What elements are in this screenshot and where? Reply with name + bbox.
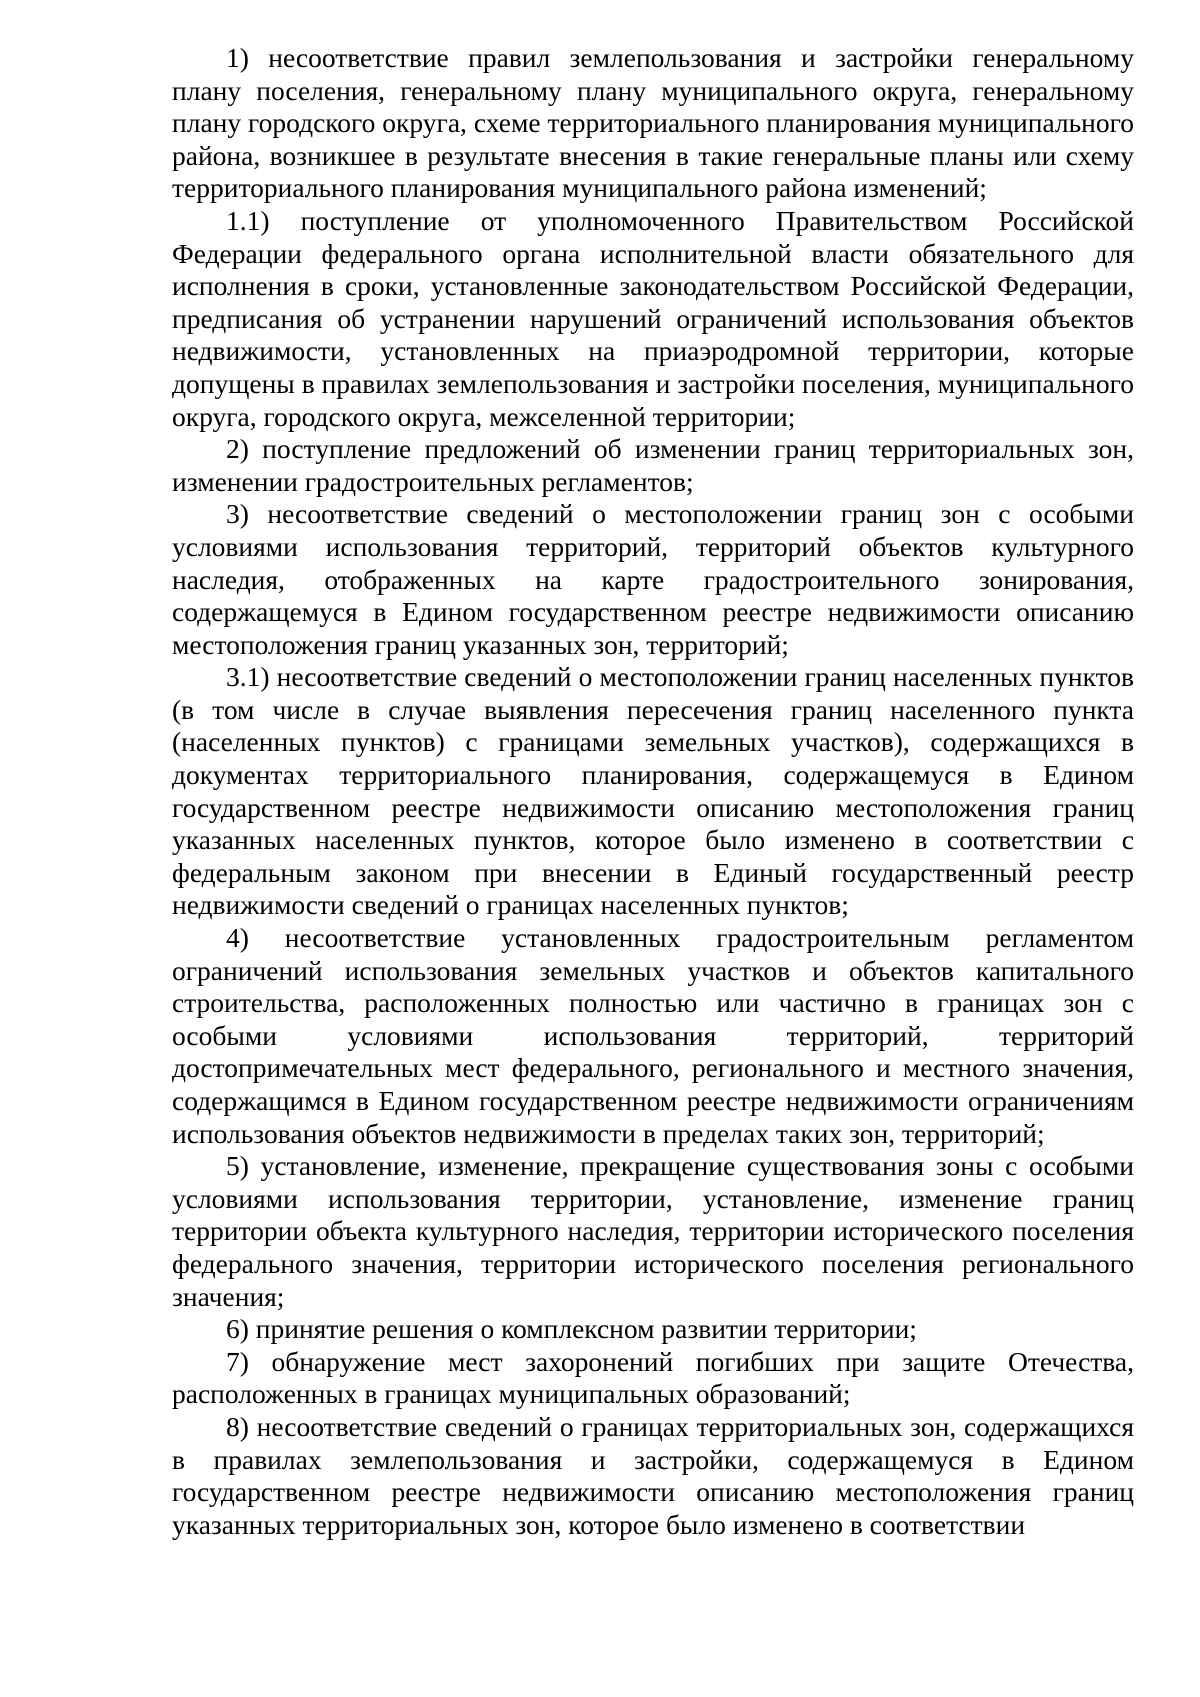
document-page <box>172 42 1134 1541</box>
paragraph-item-8: 8) несоответствие сведений о границах территориальных зон, содержащихся в правилах землепользования и застройки, содержащемуся в Едином государственном реестре недвижимости описанию местоположения границ указанных территориальных зон, которое было изменено в соответствии <box>172 1410 1134 1540</box>
paragraph-item-1-1: 1.1) поступление от уполномоченного Правительством Российской Федерации федерального органа исполнительной власти обязательного для исполнения в сроки, установленные законодательством Российской Федерации, предписания об устранении нарушений ограничений использования объектов недвижимости, установленных на приаэродромной территории, которые допущены в правилах землепользования и застройки поселения, муниципального округа, городского округа, межселенной территории; <box>172 204 1134 432</box>
paragraph-item-3: 3) несоответствие сведений о местоположении границ зон с особыми условиями использования территорий, территорий объектов культурного наследия, отображенных на карте градостроительного зонирования, содержащемуся в Едином государственном реестре недвижимости описанию местоположения границ указанных зон, территорий; <box>172 498 1134 660</box>
paragraph-item-3-1: 3.1) несоответствие сведений о местоположении границ населенных пунктов (в том числе в случае выявления пересечения границ населенного пункта (населенных пунктов) с границами земельных участков), содержащихся в документах территориального планирования, содержащемуся в Едином государственном реестре недвижимости описанию местоположения границ указанных населенных пунктов, которое было изменено в соответствии с федеральным законом при внесении в Единый государственный реестр недвижимости сведений о границах населенных пунктов; <box>172 661 1134 921</box>
paragraph-item-5: 5) установление, изменение, прекращение существования зоны с особыми условиями использования территории, установление, изменение границ территории объекта культурного наследия, территории исторического поселения федерального значения, территории исторического поселения регионального значения; <box>172 1150 1134 1312</box>
paragraph-item-4: 4) несоответствие установленных градостроительным регламентом ограничений использования земельных участков и объектов капитального строительства, расположенных полностью или частично в границах зон с особыми условиями использования территорий, территорий достопримечательных мест федерального, регионального и местного значения, содержащимся в Едином государственном реестре недвижимости ограничениям использования объектов недвижимости в пределах таких зон, территорий; <box>172 922 1134 1149</box>
paragraph-item-1: 1) несоответствие правил землепользования и застройки генеральному плану поселения, генеральному плану муниципального округа, генеральному плану городского округа, схеме территориального планирования муниципального района, возникшее в результате внесения в такие генеральные планы или схему территориального планирования муниципального района изменений; <box>172 42 1134 204</box>
paragraph-item-7: 7) обнаружение мест захоронений погибших при защите Отечества, расположенных в границах муниципальных образований; <box>172 1345 1134 1410</box>
paragraph-item-2: 2) поступление предложений об изменении границ территориальных зон, изменении градостроительных регламентов; <box>172 433 1134 497</box>
paragraph-item-6: 6) принятие решения о комплексном развитии территории; <box>226 1313 917 1345</box>
